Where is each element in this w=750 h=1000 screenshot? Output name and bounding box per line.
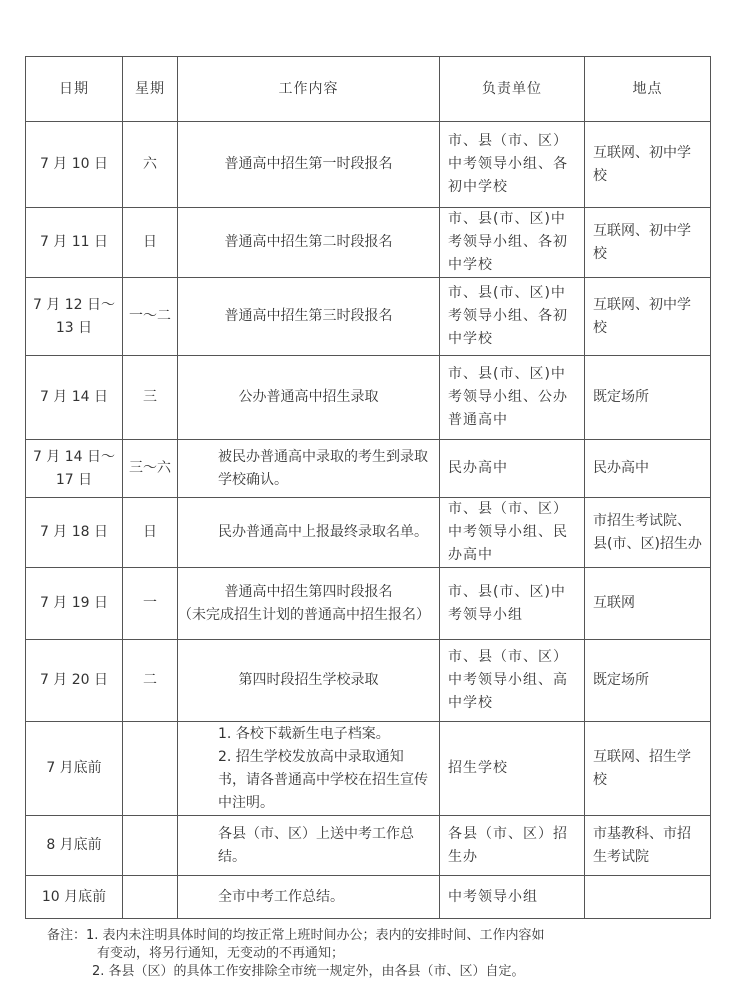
cell-date: 7 月 19 日 bbox=[26, 568, 123, 640]
content-line: 普通高中招生第四时段报名 bbox=[224, 583, 393, 600]
content-line: 1. 各校下载新生电子档案。 bbox=[218, 725, 390, 742]
content-line: 公办普通高中招生录取 bbox=[238, 389, 379, 405]
header-content: 工作内容 bbox=[178, 57, 440, 122]
cell-date: 8 月底前 bbox=[26, 816, 123, 876]
content-line: 普通高中招生第三时段报名 bbox=[224, 308, 393, 324]
header-date: 日期 bbox=[26, 57, 123, 122]
footnote-line-2: 有变动，将另行通知，无变动的不再通知； bbox=[97, 946, 345, 961]
header-place: 地点 bbox=[585, 57, 711, 122]
content-line: 各县（市、区）上送中考工作总结。 bbox=[218, 825, 414, 865]
cell-weekday: 三 bbox=[123, 356, 178, 440]
cell-content bbox=[178, 122, 440, 208]
cell-content bbox=[178, 816, 440, 876]
cell-place: 互联网、初中学校 bbox=[585, 278, 711, 356]
cell-unit: 民办高中 bbox=[440, 440, 585, 498]
content-line: 全市中考工作总结。 bbox=[218, 888, 344, 905]
cell-date: 7 月 14 日 bbox=[26, 356, 123, 440]
table-row bbox=[26, 498, 711, 568]
cell-unit: 市、县（市、区）中考领导小组、高中学校 bbox=[440, 640, 585, 722]
content-line: （未完成招生计划的普通高中招生报名） bbox=[178, 606, 430, 623]
cell-place: 市招生考试院、县(市、区)招生办 bbox=[585, 498, 711, 568]
cell-content bbox=[178, 876, 440, 919]
cell-date: 7 月底前 bbox=[26, 722, 123, 816]
cell-weekday: 一～二 bbox=[123, 278, 178, 356]
content-line: 2. 招生学校发放高中录取通知书，请各普通高中学校在招生宣传中注明。 bbox=[218, 748, 428, 811]
cell-place: 既定场所 bbox=[585, 356, 711, 440]
footnote bbox=[47, 927, 707, 981]
cell-content bbox=[178, 208, 440, 278]
cell-date: 7 月 20 日 bbox=[26, 640, 123, 722]
cell-date: 7 月 11 日 bbox=[26, 208, 123, 278]
content-line: 民办普通高中上报最终录取名单。 bbox=[218, 524, 428, 540]
cell-weekday: 二 bbox=[123, 640, 178, 722]
table-row bbox=[26, 640, 711, 722]
footnote-line-1: 备注：1. 表内未注明具体时间的均按正常上班时间办公；表内的安排时间、工作内容如 bbox=[47, 928, 545, 943]
cell-place: 民办高中 bbox=[585, 440, 711, 498]
cell-date: 7 月 12 日～13 日 bbox=[26, 278, 123, 356]
cell-weekday: 六 bbox=[123, 122, 178, 208]
cell-unit: 市、县(市、区)中考领导小组、公办普通高中 bbox=[440, 356, 585, 440]
content-line: 被民办普通高中录取的考生到录取学校确认。 bbox=[218, 448, 428, 488]
table-row bbox=[26, 440, 711, 498]
table-row bbox=[26, 356, 711, 440]
content-line: 普通高中招生第二时段报名 bbox=[224, 234, 393, 250]
cell-place: 市基教科、市招生考试院 bbox=[585, 816, 711, 876]
cell-place bbox=[585, 876, 711, 919]
cell-content bbox=[178, 440, 440, 498]
cell-weekday bbox=[123, 816, 178, 876]
cell-place: 互联网 bbox=[585, 568, 711, 640]
cell-unit: 市、县（市、区）中考领导小组、各初中学校 bbox=[440, 122, 585, 208]
cell-unit: 市、县(市、区)中考领导小组、各初中学校 bbox=[440, 208, 585, 278]
cell-date: 10 月底前 bbox=[26, 876, 123, 919]
cell-date: 7 月 18 日 bbox=[26, 498, 123, 568]
cell-date: 7 月 14 日～17 日 bbox=[26, 440, 123, 498]
schedule-sheet bbox=[25, 56, 710, 919]
table-row bbox=[26, 722, 711, 816]
cell-place: 既定场所 bbox=[585, 640, 711, 722]
schedule-table bbox=[25, 56, 711, 919]
table-row bbox=[26, 876, 711, 919]
table-row bbox=[26, 278, 711, 356]
table-header-row bbox=[26, 57, 711, 122]
cell-unit: 市、县(市、区)中考领导小组 bbox=[440, 568, 585, 640]
cell-weekday: 一 bbox=[123, 568, 178, 640]
cell-weekday: 三～六 bbox=[123, 440, 178, 498]
table-row bbox=[26, 122, 711, 208]
cell-content bbox=[178, 568, 440, 640]
cell-weekday bbox=[123, 876, 178, 919]
cell-unit: 市、县(市、区)中考领导小组、各初中学校 bbox=[440, 278, 585, 356]
cell-content bbox=[178, 498, 440, 568]
content-line: 普通高中招生第一时段报名 bbox=[224, 156, 393, 172]
cell-place: 互联网、初中学校 bbox=[585, 208, 711, 278]
cell-weekday bbox=[123, 722, 178, 816]
table-row bbox=[26, 208, 711, 278]
table-row bbox=[26, 568, 711, 640]
cell-weekday: 日 bbox=[123, 498, 178, 568]
cell-content bbox=[178, 722, 440, 816]
cell-unit: 各县（市、区）招生办 bbox=[440, 816, 585, 876]
table-row bbox=[26, 816, 711, 876]
cell-place: 互联网、初中学校 bbox=[585, 122, 711, 208]
cell-unit: 中考领导小组 bbox=[440, 876, 585, 919]
header-unit: 负责单位 bbox=[440, 57, 585, 122]
cell-unit: 市、县（市、区）中考领导小组、民办高中 bbox=[440, 498, 585, 568]
cell-date: 7 月 10 日 bbox=[26, 122, 123, 208]
content-line: 第四时段招生学校录取 bbox=[238, 672, 379, 688]
cell-weekday: 日 bbox=[123, 208, 178, 278]
cell-content bbox=[178, 640, 440, 722]
header-weekday: 星期 bbox=[123, 57, 178, 122]
cell-content bbox=[178, 356, 440, 440]
cell-unit: 招生学校 bbox=[440, 722, 585, 816]
footnote-line-3: 2. 各县（区）的具体工作安排除全市统一规定外，由各县（市、区）自定。 bbox=[92, 964, 525, 979]
cell-content bbox=[178, 278, 440, 356]
cell-place: 互联网、招生学校 bbox=[585, 722, 711, 816]
